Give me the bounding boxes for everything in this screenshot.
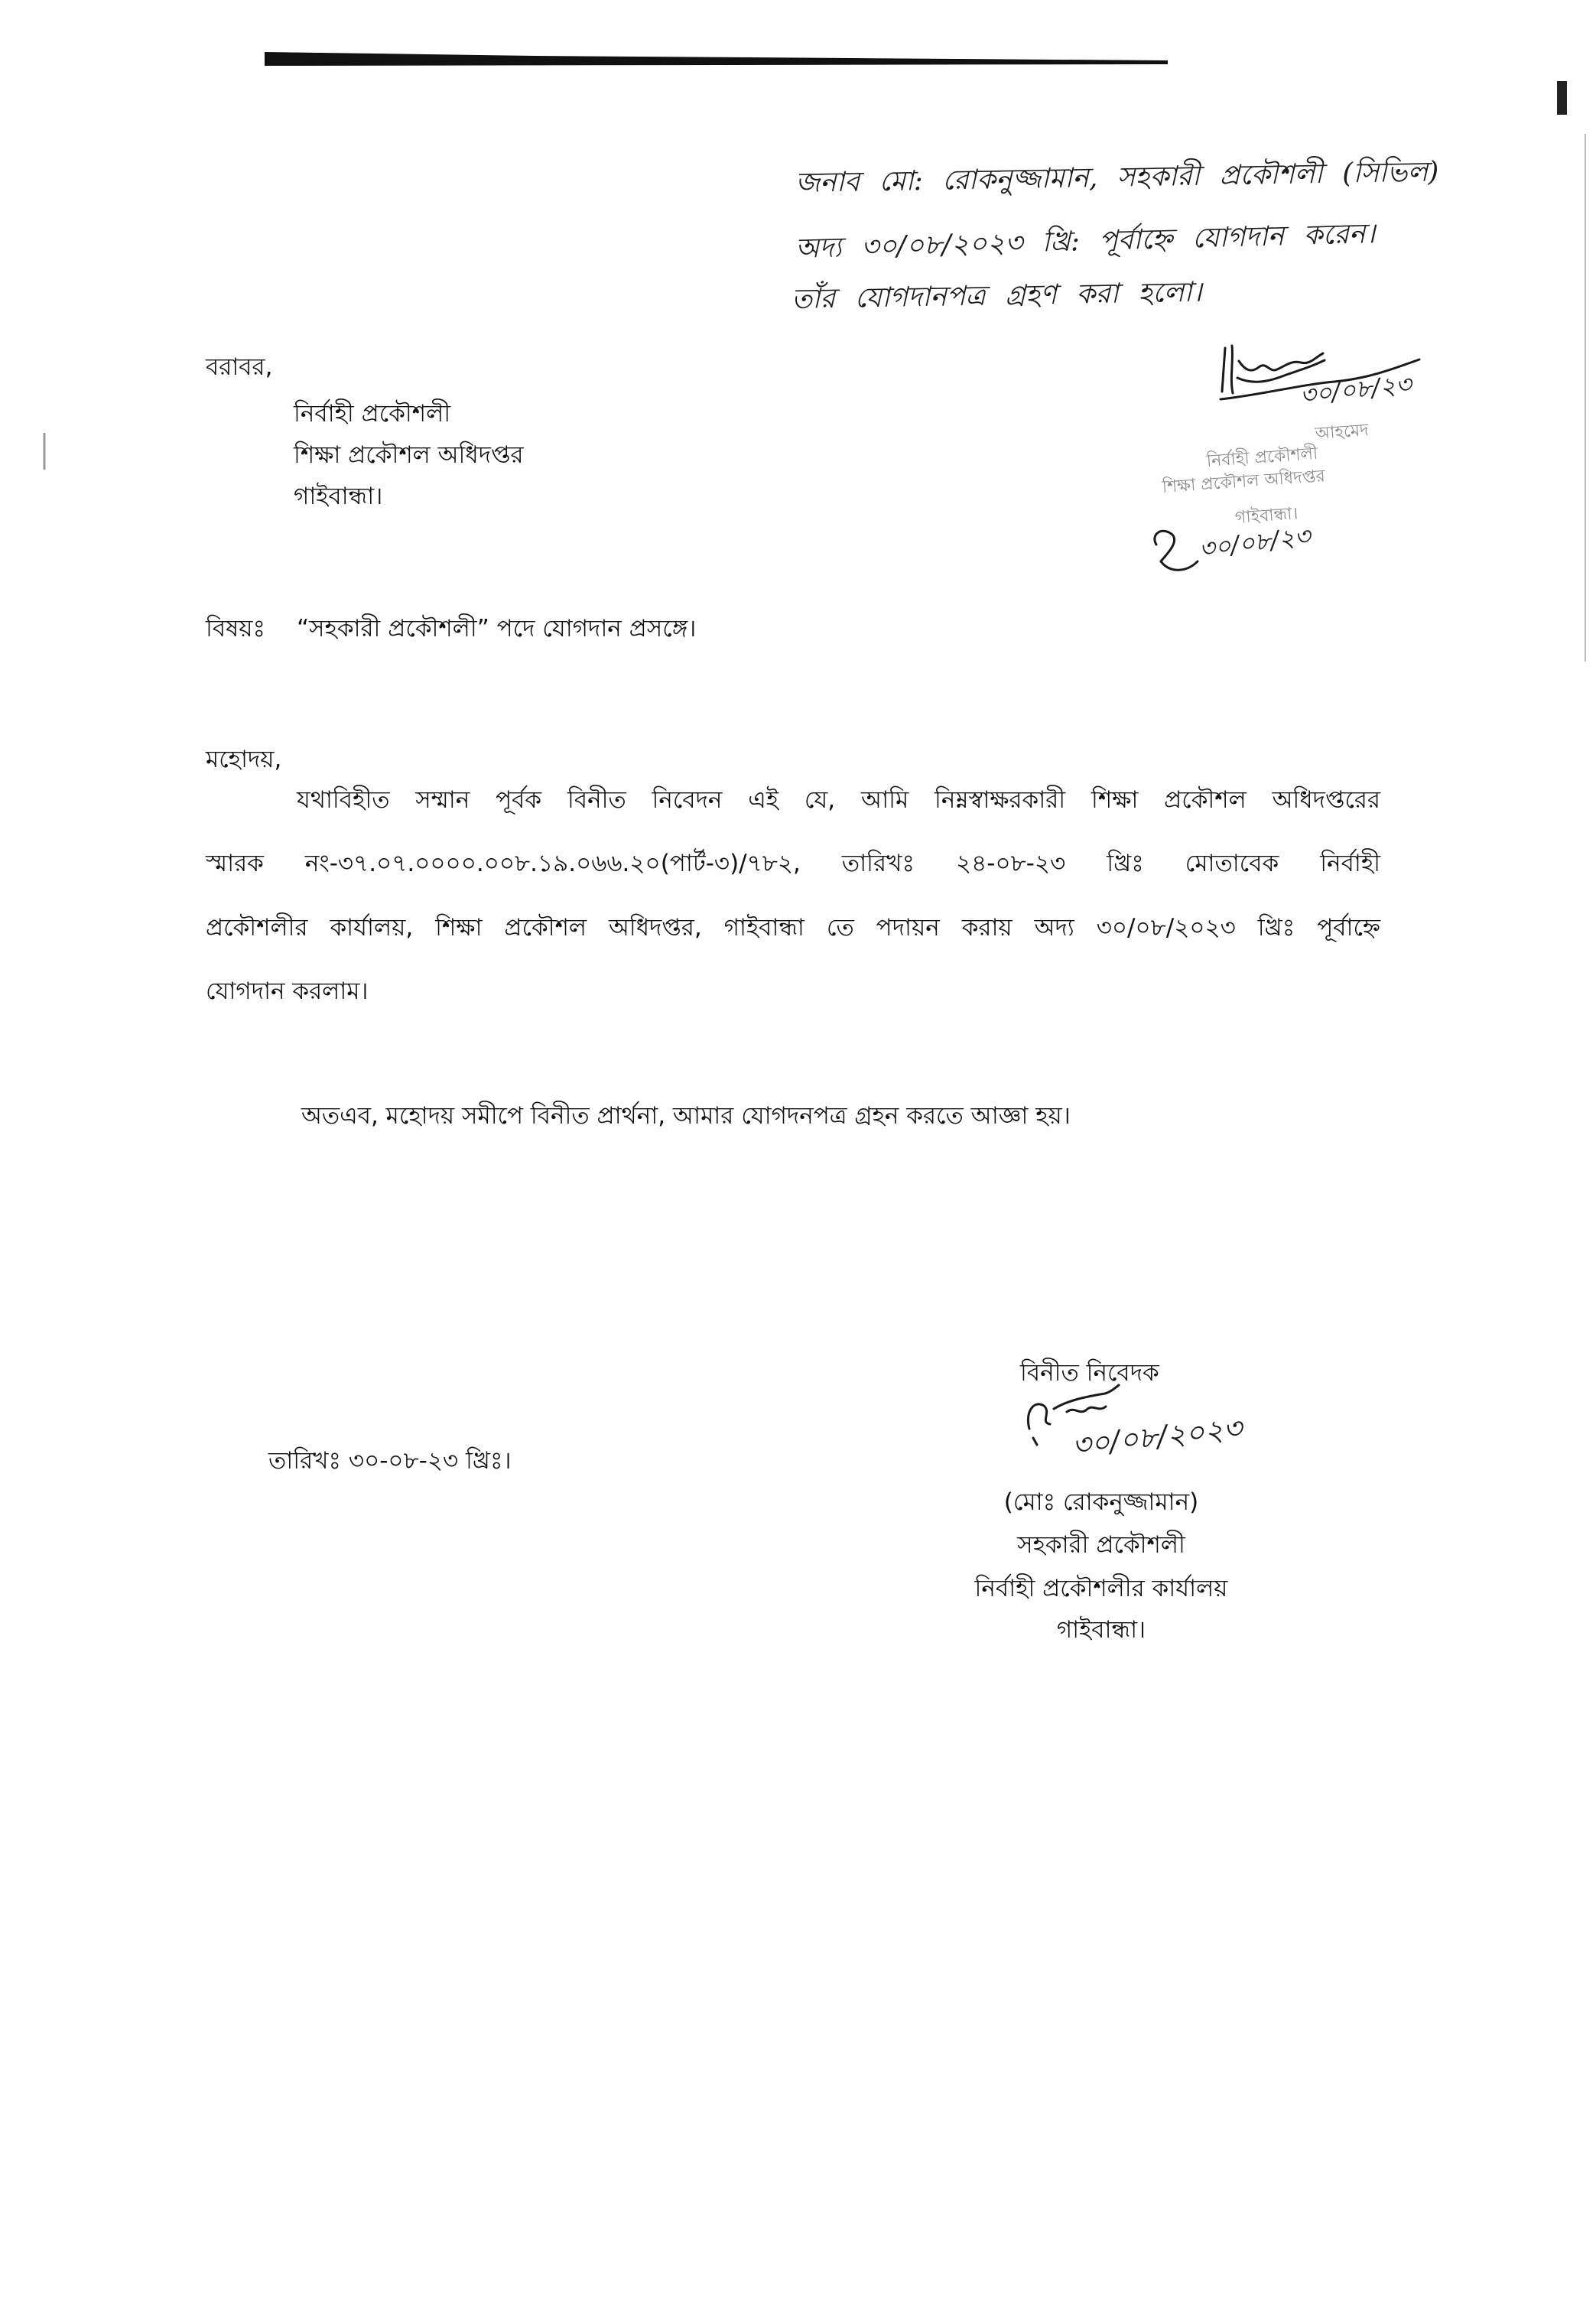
- right-edge-mark: [1557, 81, 1567, 115]
- body-line-1: যথাবিহীত সম্মান পূর্বক বিনীত নিবেদন এই যে, আমি নিম্নস্বাক্ষরকারী শিক্ষা প্রকৌশল অধিদপ্তরের: [297, 786, 1380, 814]
- body-paragraph-2: অতএব, মহোদয় সমীপে বিনীত প্রার্থনা, আমার যোগদনপত্র গ্রহন করতে আজ্ঞা হয়।: [301, 1102, 1071, 1130]
- body-line-2: স্মারক নং-৩৭.০৭.০০০০.০০৮.১৯.০৬৬.২০(পার্ট-৩)/৭৮২, তারিখঃ ২৪-০৮-২৩ খ্রিঃ মোতাবেক নির্বাহী: [206, 850, 1380, 877]
- endorsement-date-bottom: ৩০/০৮/২৩: [1197, 521, 1312, 564]
- recipient-line-designation: নির্বাহী প্রকৌশলী: [294, 400, 451, 428]
- letter-date: তারিখঃ ৩০-০৮-২৩ খ্রিঃ।: [268, 1447, 512, 1475]
- body-line-3: প্রকৌশলীর কার্যালয়, শিক্ষা প্রকৌশল অধিদপ্তর, গাইবান্ধা তে পদায়ন করায় অদ্য ৩০/০৮/২০২৩ খ্রিঃ পূর্বাহ্নে: [206, 914, 1380, 942]
- closing-text: বিনীত নিবেদক: [1020, 1359, 1159, 1387]
- stamp-line-office: শিক্ষা প্রকৌশল অধিদপ্তর: [1162, 467, 1326, 497]
- top-rule-bar: [265, 52, 1168, 66]
- stamp-line-name: আহমেদ: [1315, 421, 1370, 444]
- handwritten-note-line-2: অদ্য ৩০/০৮/২০২৩ খ্রি: পূর্বাহ্নে যোগদান করেন।: [795, 218, 1376, 265]
- stamp-line-designation: নির্বাহী প্রকৌশলী: [1206, 444, 1319, 471]
- body-line-4: যোগদান করলাম।: [206, 977, 369, 1005]
- sender-signature-date: ৩০/০৮/২০২৩: [1070, 1410, 1244, 1462]
- recipient-to: বরাবর,: [206, 353, 273, 381]
- stamp-line-location: গাইবান্ধা।: [1234, 504, 1299, 528]
- sender-location: গাইবান্ধা।: [1056, 1616, 1146, 1644]
- greeting: মহোদয়,: [206, 746, 282, 773]
- recipient-line-location: গাইবান্ধা।: [294, 483, 383, 510]
- recipient-line-office: শিক্ষা প্রকৌশল অধিদপ্তর: [294, 441, 524, 469]
- subject-text: “সহকারী প্রকৌশলী” পদে যোগদান প্রসঙ্গে।: [297, 615, 697, 642]
- endorsement-date-top: ৩০/০৮/২৩: [1299, 369, 1413, 410]
- sender-designation: সহকারী প্রকৌশলী: [1017, 1531, 1185, 1559]
- subject-label: বিষয়ঃ: [206, 615, 266, 642]
- sender-office: নির্বাহী প্রকৌশলীর কার্যালয়: [974, 1575, 1228, 1602]
- handwritten-note-line-3: তাঁর যোগদানপত্র গ্রহণ করা হলো।: [791, 276, 1203, 315]
- handwritten-note-line-1: জনাব মো: রোকনুজ্জামান, সহকারী প্রকৌশলী (সিভিল): [795, 156, 1439, 199]
- sender-name: (মোঃ রোকনুজ্জামান): [1003, 1488, 1199, 1516]
- endorser-initial: [1155, 531, 1198, 570]
